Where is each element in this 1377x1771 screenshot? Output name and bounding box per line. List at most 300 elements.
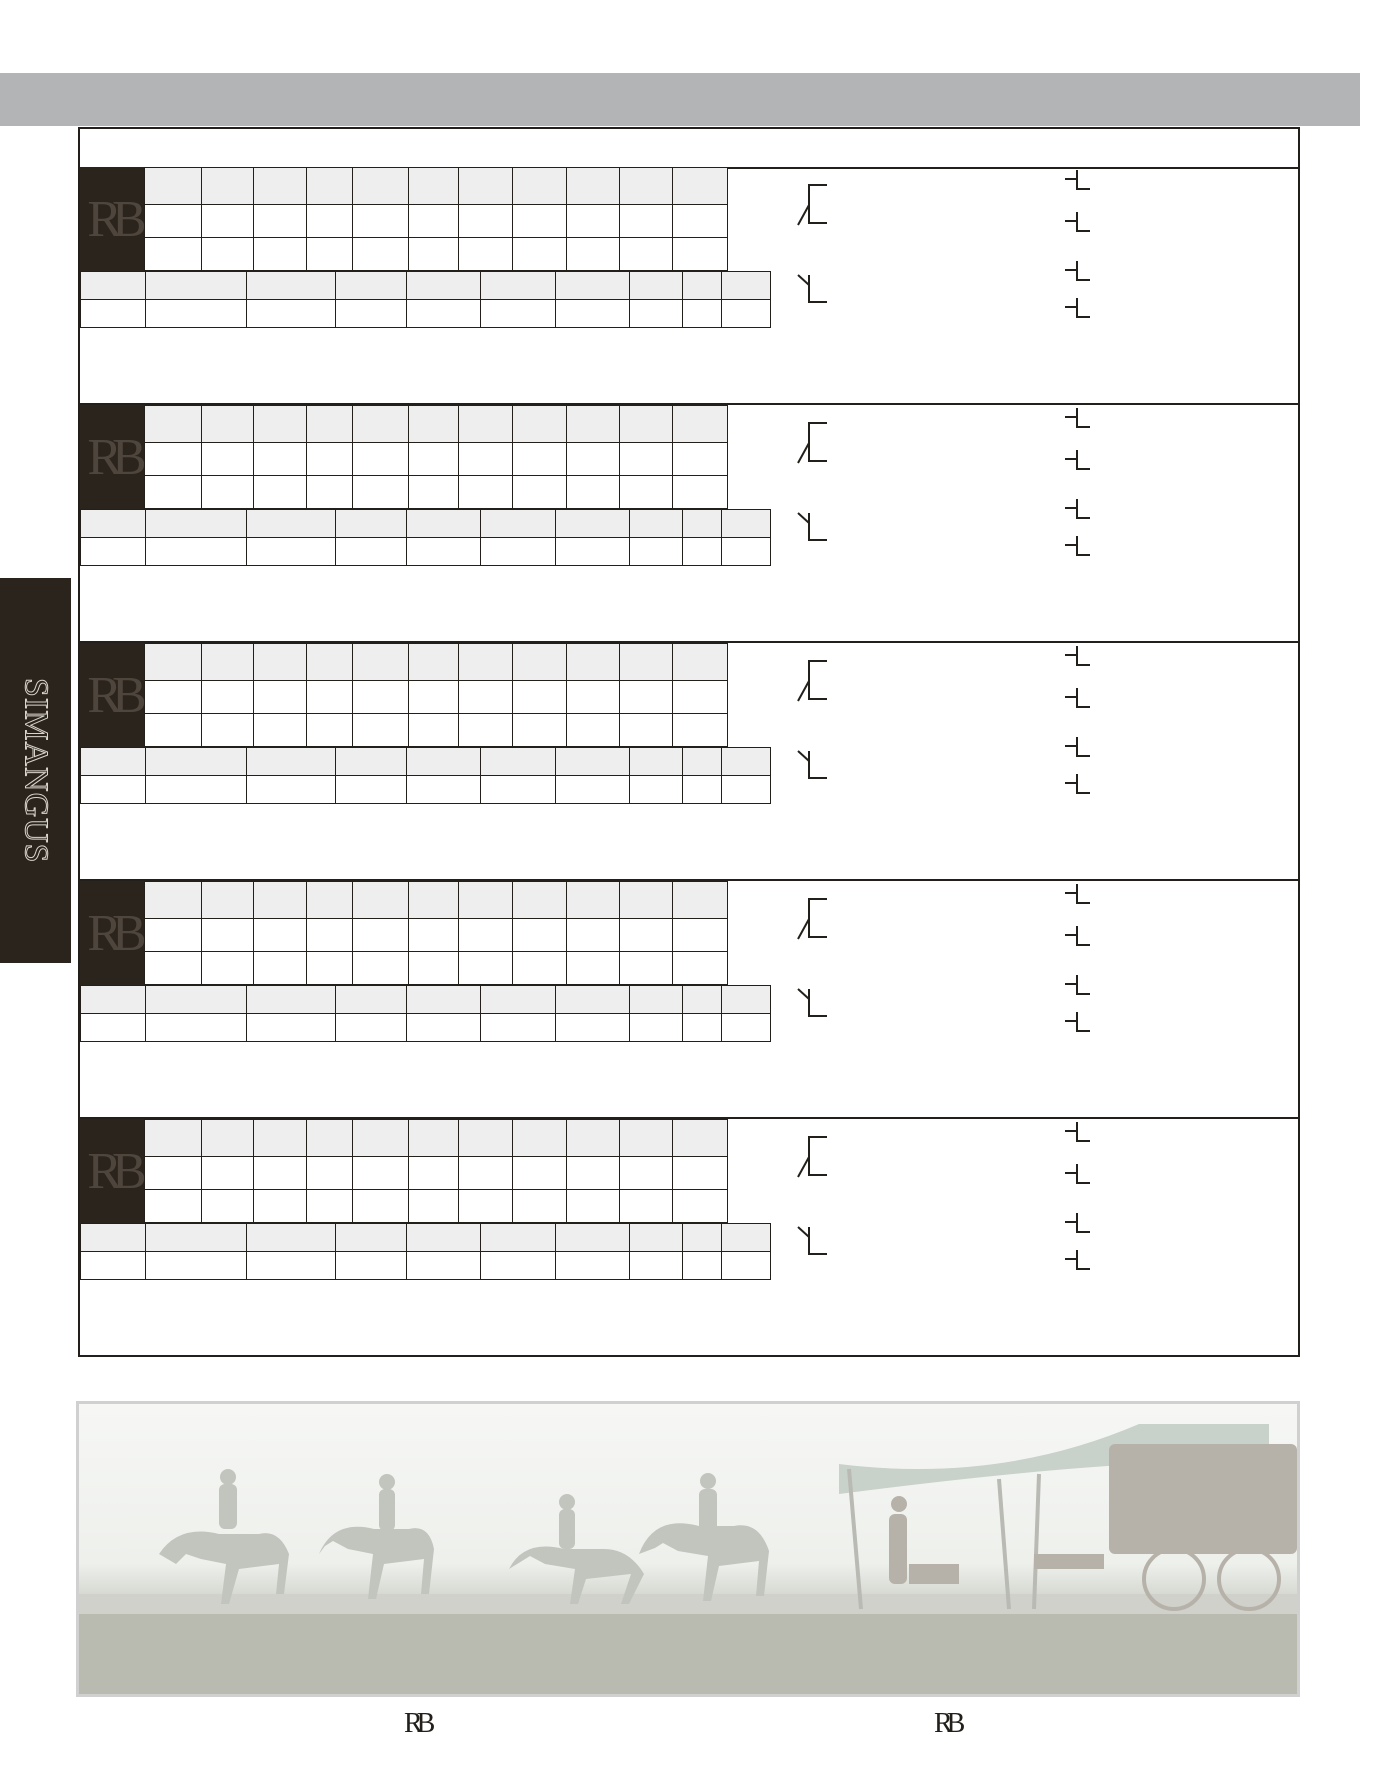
epd-grid-cell bbox=[254, 476, 307, 509]
performance-grid-row bbox=[81, 1224, 771, 1252]
performance-grid-cell bbox=[247, 776, 336, 804]
performance-grid-cell bbox=[81, 1224, 146, 1252]
epd-grid-cell bbox=[620, 238, 673, 271]
epd-grid-cell bbox=[673, 882, 728, 919]
epd-grid-cell bbox=[353, 476, 409, 509]
epd-grid-cell bbox=[202, 919, 254, 952]
performance-grid-cell bbox=[556, 1252, 630, 1280]
performance-grid-cell bbox=[247, 748, 336, 776]
performance-grid-cell bbox=[336, 1014, 407, 1042]
performance-grid-cell bbox=[407, 300, 481, 328]
lot-block bbox=[80, 881, 1298, 1119]
epd-grid-cell bbox=[145, 476, 202, 509]
pedigree-bracket-line bbox=[1065, 298, 1090, 317]
pedigree-bracket-line bbox=[1065, 212, 1090, 231]
epd-grid-cell bbox=[459, 205, 513, 238]
performance-grid-cell bbox=[556, 272, 630, 300]
epd-grid-cell bbox=[409, 1120, 459, 1157]
epd-grid-cell bbox=[145, 168, 202, 205]
performance-grid-row bbox=[81, 538, 771, 566]
epd-grid-cell bbox=[567, 406, 620, 443]
pedigree-bracket-line bbox=[798, 185, 827, 225]
epd-grid-cell bbox=[409, 205, 459, 238]
epd-grid-cell bbox=[254, 443, 307, 476]
epd-grid-cell bbox=[202, 882, 254, 919]
pedigree-bracket-line bbox=[1065, 1164, 1090, 1183]
performance-grid bbox=[80, 747, 771, 804]
performance-grid-cell bbox=[683, 1014, 722, 1042]
epd-grid-cell bbox=[620, 1190, 673, 1223]
epd-grid-cell bbox=[409, 1190, 459, 1223]
epd-grid-cell bbox=[513, 406, 567, 443]
performance-grid-cell bbox=[146, 1252, 247, 1280]
brand-logo-mark: RB bbox=[87, 904, 137, 962]
performance-grid-cell bbox=[556, 1224, 630, 1252]
epd-grid-cell bbox=[202, 443, 254, 476]
performance-grid-cell bbox=[722, 1224, 771, 1252]
epd-grid-cell bbox=[145, 882, 202, 919]
performance-grid-row bbox=[81, 776, 771, 804]
epd-grid-cell bbox=[567, 443, 620, 476]
epd-grid-cell bbox=[567, 168, 620, 205]
epd-grid-cell bbox=[307, 238, 353, 271]
epd-grid-row bbox=[145, 406, 728, 443]
epd-grid-cell bbox=[567, 1157, 620, 1190]
pedigree-bracket-line bbox=[1065, 975, 1090, 994]
performance-grid-cell bbox=[336, 1252, 407, 1280]
epd-grid-cell bbox=[459, 1190, 513, 1223]
epd-grid-cell bbox=[673, 205, 728, 238]
epd-grid bbox=[144, 405, 728, 509]
performance-grid-cell bbox=[407, 776, 481, 804]
epd-grid-cell bbox=[673, 681, 728, 714]
epd-grid bbox=[144, 1119, 728, 1223]
performance-grid-cell bbox=[81, 272, 146, 300]
epd-grid-cell bbox=[620, 205, 673, 238]
epd-grid-cell bbox=[307, 443, 353, 476]
epd-grid-cell bbox=[673, 714, 728, 747]
performance-grid-cell bbox=[481, 748, 556, 776]
performance-grid-cell bbox=[481, 776, 556, 804]
epd-grid-cell bbox=[307, 919, 353, 952]
epd-grid-cell bbox=[409, 714, 459, 747]
epd-grid-cell bbox=[353, 644, 409, 681]
epd-grid-cell bbox=[673, 644, 728, 681]
epd-grid-cell bbox=[254, 1120, 307, 1157]
performance-grid-cell bbox=[683, 538, 722, 566]
performance-grid-cell bbox=[630, 986, 683, 1014]
epd-grid-cell bbox=[307, 882, 353, 919]
epd-grid-cell bbox=[459, 681, 513, 714]
performance-grid-cell bbox=[81, 300, 146, 328]
epd-grid-cell bbox=[459, 714, 513, 747]
pedigree-bracket-line bbox=[1065, 774, 1090, 793]
epd-grid-cell bbox=[513, 443, 567, 476]
performance-grid-cell bbox=[722, 986, 771, 1014]
epd-grid-cell bbox=[620, 714, 673, 747]
pedigree-brackets bbox=[787, 643, 1300, 803]
epd-grid-cell bbox=[459, 476, 513, 509]
lot-block bbox=[80, 405, 1298, 643]
epd-grid-cell bbox=[673, 952, 728, 985]
brand-logo-mark: RB bbox=[87, 428, 137, 486]
pedigree-bracket-line bbox=[1065, 408, 1090, 427]
epd-grid-cell bbox=[459, 919, 513, 952]
performance-grid-cell bbox=[722, 272, 771, 300]
epd-grid-cell bbox=[620, 952, 673, 985]
pedigree-bracket-line bbox=[1065, 450, 1090, 469]
epd-grid-cell bbox=[620, 443, 673, 476]
ranch-photo bbox=[76, 1401, 1300, 1697]
epd-grid-cell bbox=[567, 644, 620, 681]
epd-grid-cell bbox=[567, 714, 620, 747]
performance-grid-cell bbox=[481, 300, 556, 328]
pedigree-bracket-line bbox=[798, 1137, 827, 1177]
epd-grid-cell bbox=[513, 919, 567, 952]
epd-grid-cell bbox=[307, 1120, 353, 1157]
performance-grid-cell bbox=[247, 272, 336, 300]
performance-grid-cell bbox=[556, 510, 630, 538]
performance-grid-cell bbox=[683, 986, 722, 1014]
epd-grid-cell bbox=[567, 1120, 620, 1157]
performance-grid-cell bbox=[630, 538, 683, 566]
epd-grid-cell bbox=[620, 919, 673, 952]
epd-grid-cell bbox=[409, 644, 459, 681]
header-band bbox=[0, 73, 1360, 126]
epd-grid-cell bbox=[567, 476, 620, 509]
epd-grid-cell bbox=[202, 681, 254, 714]
epd-grid-cell bbox=[409, 476, 459, 509]
performance-grid-cell bbox=[481, 986, 556, 1014]
epd-grid-cell bbox=[513, 714, 567, 747]
epd-grid-cell bbox=[202, 1157, 254, 1190]
epd-grid-row bbox=[145, 644, 728, 681]
epd-grid-cell bbox=[673, 1120, 728, 1157]
performance-grid-cell bbox=[336, 538, 407, 566]
performance-grid-cell bbox=[247, 300, 336, 328]
epd-grid-cell bbox=[254, 406, 307, 443]
epd-grid-cell bbox=[307, 205, 353, 238]
epd-grid-row bbox=[145, 681, 728, 714]
performance-grid-cell bbox=[336, 300, 407, 328]
brand-logo-box bbox=[80, 405, 144, 509]
performance-grid-cell bbox=[556, 748, 630, 776]
epd-grid-cell bbox=[307, 1190, 353, 1223]
performance-grid-cell bbox=[683, 1224, 722, 1252]
epd-grid-cell bbox=[254, 238, 307, 271]
epd-grid-cell bbox=[353, 443, 409, 476]
pedigree-bracket-line bbox=[1065, 884, 1090, 903]
performance-grid bbox=[80, 985, 771, 1042]
performance-grid-cell bbox=[336, 1224, 407, 1252]
performance-grid-cell bbox=[407, 1014, 481, 1042]
breed-side-tab-label: SIMANGUS bbox=[17, 677, 55, 864]
epd-grid-cell bbox=[254, 714, 307, 747]
performance-grid-cell bbox=[481, 510, 556, 538]
performance-grid-cell bbox=[630, 1014, 683, 1042]
epd-grid-cell bbox=[202, 406, 254, 443]
epd-grid-cell bbox=[673, 476, 728, 509]
pedigree-brackets bbox=[787, 167, 1300, 327]
epd-grid-cell bbox=[307, 476, 353, 509]
performance-grid-cell bbox=[146, 748, 247, 776]
epd-grid-cell bbox=[353, 168, 409, 205]
epd-grid bbox=[144, 167, 728, 271]
epd-grid-cell bbox=[459, 406, 513, 443]
epd-grid-cell bbox=[409, 1157, 459, 1190]
performance-grid-cell bbox=[247, 986, 336, 1014]
epd-grid-row bbox=[145, 205, 728, 238]
performance-grid-cell bbox=[556, 776, 630, 804]
epd-grid-cell bbox=[567, 882, 620, 919]
performance-grid-cell bbox=[407, 510, 481, 538]
pedigree-brackets bbox=[787, 1119, 1300, 1279]
epd-grid-cell bbox=[307, 681, 353, 714]
performance-grid-cell bbox=[146, 776, 247, 804]
performance-grid-cell bbox=[407, 272, 481, 300]
performance-grid-row bbox=[81, 272, 771, 300]
performance-grid-cell bbox=[247, 1224, 336, 1252]
epd-grid-cell bbox=[254, 882, 307, 919]
epd-grid-cell bbox=[353, 882, 409, 919]
epd-grid-cell bbox=[145, 644, 202, 681]
performance-grid-cell bbox=[407, 748, 481, 776]
epd-grid-cell bbox=[145, 681, 202, 714]
performance-grid-cell bbox=[81, 1014, 146, 1042]
pedigree-bracket-line bbox=[798, 275, 827, 302]
performance-grid-cell bbox=[722, 538, 771, 566]
epd-grid-cell bbox=[513, 644, 567, 681]
performance-grid bbox=[80, 271, 771, 328]
performance-grid-cell bbox=[81, 538, 146, 566]
epd-grid-cell bbox=[202, 476, 254, 509]
epd-grid-cell bbox=[145, 714, 202, 747]
epd-grid-cell bbox=[145, 238, 202, 271]
epd-grid-cell bbox=[513, 168, 567, 205]
epd-grid-cell bbox=[145, 1157, 202, 1190]
pedigree-bracket-line bbox=[1065, 737, 1090, 756]
epd-grid-cell bbox=[459, 443, 513, 476]
epd-grid-cell bbox=[254, 1190, 307, 1223]
epd-grid-cell bbox=[409, 919, 459, 952]
epd-grid-cell bbox=[254, 205, 307, 238]
performance-grid-cell bbox=[556, 300, 630, 328]
epd-grid-cell bbox=[620, 168, 673, 205]
epd-grid-cell bbox=[459, 238, 513, 271]
performance-grid-cell bbox=[683, 510, 722, 538]
epd-grid-cell bbox=[202, 205, 254, 238]
epd-grid-cell bbox=[353, 714, 409, 747]
epd-grid-cell bbox=[673, 443, 728, 476]
performance-grid-cell bbox=[247, 1014, 336, 1042]
lot-block bbox=[80, 1119, 1298, 1357]
epd-grid-cell bbox=[353, 681, 409, 714]
performance-grid-cell bbox=[146, 300, 247, 328]
performance-grid-cell bbox=[81, 748, 146, 776]
epd-grid-cell bbox=[409, 168, 459, 205]
epd-grid-cell bbox=[409, 681, 459, 714]
epd-grid-cell bbox=[254, 681, 307, 714]
epd-grid-cell bbox=[202, 714, 254, 747]
performance-grid-cell bbox=[407, 1224, 481, 1252]
epd-grid-cell bbox=[145, 1120, 202, 1157]
performance-grid-cell bbox=[683, 776, 722, 804]
epd-grid-cell bbox=[459, 882, 513, 919]
epd-grid-cell bbox=[409, 952, 459, 985]
performance-grid-cell bbox=[683, 1252, 722, 1280]
performance-grid-cell bbox=[630, 1252, 683, 1280]
epd-grid-row bbox=[145, 443, 728, 476]
epd-grid-cell bbox=[145, 1190, 202, 1223]
epd-grid-cell bbox=[513, 238, 567, 271]
pedigree-bracket-line bbox=[1065, 170, 1090, 189]
performance-grid-cell bbox=[336, 748, 407, 776]
epd-grid-cell bbox=[353, 952, 409, 985]
ranch-photo-illustration bbox=[79, 1404, 1297, 1694]
lot-block bbox=[80, 643, 1298, 881]
epd-grid-cell bbox=[459, 168, 513, 205]
pedigree-bracket-line bbox=[1065, 261, 1090, 280]
performance-grid bbox=[80, 509, 771, 566]
epd-grid-cell bbox=[353, 205, 409, 238]
epd-grid-row bbox=[145, 238, 728, 271]
performance-grid-cell bbox=[336, 272, 407, 300]
lot-catalog-frame bbox=[78, 127, 1300, 1357]
performance-grid-cell bbox=[146, 510, 247, 538]
performance-grid-cell bbox=[247, 538, 336, 566]
pedigree-bracket-line bbox=[1065, 536, 1090, 555]
epd-grid-cell bbox=[513, 882, 567, 919]
performance-grid-row bbox=[81, 300, 771, 328]
pedigree-bracket-line bbox=[798, 423, 827, 463]
performance-grid-row bbox=[81, 986, 771, 1014]
epd-grid-row bbox=[145, 882, 728, 919]
performance-grid-cell bbox=[683, 272, 722, 300]
epd-grid-cell bbox=[620, 1157, 673, 1190]
epd-grid-row bbox=[145, 1190, 728, 1223]
epd-grid-cell bbox=[673, 168, 728, 205]
epd-grid-cell bbox=[620, 644, 673, 681]
pedigree-bracket-line bbox=[1065, 1250, 1090, 1269]
epd-grid-cell bbox=[202, 952, 254, 985]
epd-grid-cell bbox=[567, 1190, 620, 1223]
breed-side-tab bbox=[0, 578, 71, 963]
epd-grid-row bbox=[145, 952, 728, 985]
epd-grid-cell bbox=[620, 1120, 673, 1157]
epd-grid-cell bbox=[513, 1190, 567, 1223]
footer-logo-right: RB bbox=[934, 1708, 960, 1739]
performance-grid-cell bbox=[630, 1224, 683, 1252]
performance-grid-row bbox=[81, 1252, 771, 1280]
performance-grid-cell bbox=[722, 776, 771, 804]
performance-grid-cell bbox=[407, 1252, 481, 1280]
performance-grid-cell bbox=[81, 510, 146, 538]
performance-grid-cell bbox=[81, 1252, 146, 1280]
performance-grid-cell bbox=[556, 986, 630, 1014]
epd-grid-row bbox=[145, 714, 728, 747]
epd-grid-cell bbox=[254, 644, 307, 681]
epd-grid-cell bbox=[202, 1120, 254, 1157]
epd-grid-cell bbox=[307, 644, 353, 681]
epd-grid-cell bbox=[145, 406, 202, 443]
performance-grid-row bbox=[81, 510, 771, 538]
footer-logo-left: RB bbox=[404, 1708, 430, 1739]
pedigree-bracket-line bbox=[1065, 1213, 1090, 1232]
epd-grid-cell bbox=[145, 205, 202, 238]
epd-grid-row bbox=[145, 1157, 728, 1190]
epd-grid-row bbox=[145, 919, 728, 952]
pedigree-brackets bbox=[787, 881, 1300, 1041]
performance-grid-row bbox=[81, 748, 771, 776]
performance-grid-cell bbox=[481, 1014, 556, 1042]
epd-grid-cell bbox=[567, 238, 620, 271]
pedigree-brackets bbox=[787, 405, 1300, 565]
epd-grid bbox=[144, 643, 728, 747]
performance-grid-cell bbox=[683, 300, 722, 328]
epd-grid-cell bbox=[620, 681, 673, 714]
brand-logo-box bbox=[80, 167, 144, 271]
performance-grid-cell bbox=[630, 748, 683, 776]
lot-block bbox=[80, 167, 1298, 405]
performance-grid-cell bbox=[481, 272, 556, 300]
epd-grid-cell bbox=[409, 238, 459, 271]
performance-grid-cell bbox=[722, 510, 771, 538]
performance-grid-cell bbox=[630, 300, 683, 328]
performance-grid-cell bbox=[481, 538, 556, 566]
epd-grid-cell bbox=[459, 1120, 513, 1157]
epd-grid-cell bbox=[459, 1157, 513, 1190]
performance-grid-cell bbox=[556, 538, 630, 566]
epd-grid-cell bbox=[202, 1190, 254, 1223]
epd-grid-cell bbox=[307, 168, 353, 205]
epd-grid-cell bbox=[567, 681, 620, 714]
performance-grid-cell bbox=[481, 1224, 556, 1252]
pedigree-bracket-line bbox=[1065, 926, 1090, 945]
catalog-header-strip bbox=[80, 129, 1298, 169]
brand-logo-box bbox=[80, 881, 144, 985]
epd-grid-cell bbox=[145, 443, 202, 476]
epd-grid-cell bbox=[567, 919, 620, 952]
epd-grid-cell bbox=[254, 952, 307, 985]
performance-grid-cell bbox=[336, 776, 407, 804]
epd-grid-cell bbox=[673, 406, 728, 443]
pedigree-bracket-line bbox=[1065, 646, 1090, 665]
performance-grid-cell bbox=[481, 1252, 556, 1280]
epd-grid-cell bbox=[145, 952, 202, 985]
epd-grid-cell bbox=[620, 476, 673, 509]
epd-grid-cell bbox=[353, 919, 409, 952]
performance-grid-cell bbox=[407, 986, 481, 1014]
epd-grid-cell bbox=[620, 882, 673, 919]
pedigree-bracket-line bbox=[798, 513, 827, 540]
epd-grid-cell bbox=[513, 1157, 567, 1190]
epd-grid-cell bbox=[307, 952, 353, 985]
performance-grid-cell bbox=[630, 510, 683, 538]
epd-grid-cell bbox=[353, 1157, 409, 1190]
epd-grid-row bbox=[145, 1120, 728, 1157]
epd-grid-cell bbox=[409, 443, 459, 476]
epd-grid-cell bbox=[567, 952, 620, 985]
pedigree-bracket-line bbox=[798, 1227, 827, 1254]
epd-grid-row bbox=[145, 168, 728, 205]
performance-grid-cell bbox=[81, 986, 146, 1014]
performance-grid-cell bbox=[722, 748, 771, 776]
brand-logo-mark: RB bbox=[87, 190, 137, 248]
epd-grid-cell bbox=[620, 406, 673, 443]
performance-grid-row bbox=[81, 1014, 771, 1042]
pedigree-bracket-line bbox=[798, 661, 827, 701]
epd-grid-cell bbox=[567, 205, 620, 238]
